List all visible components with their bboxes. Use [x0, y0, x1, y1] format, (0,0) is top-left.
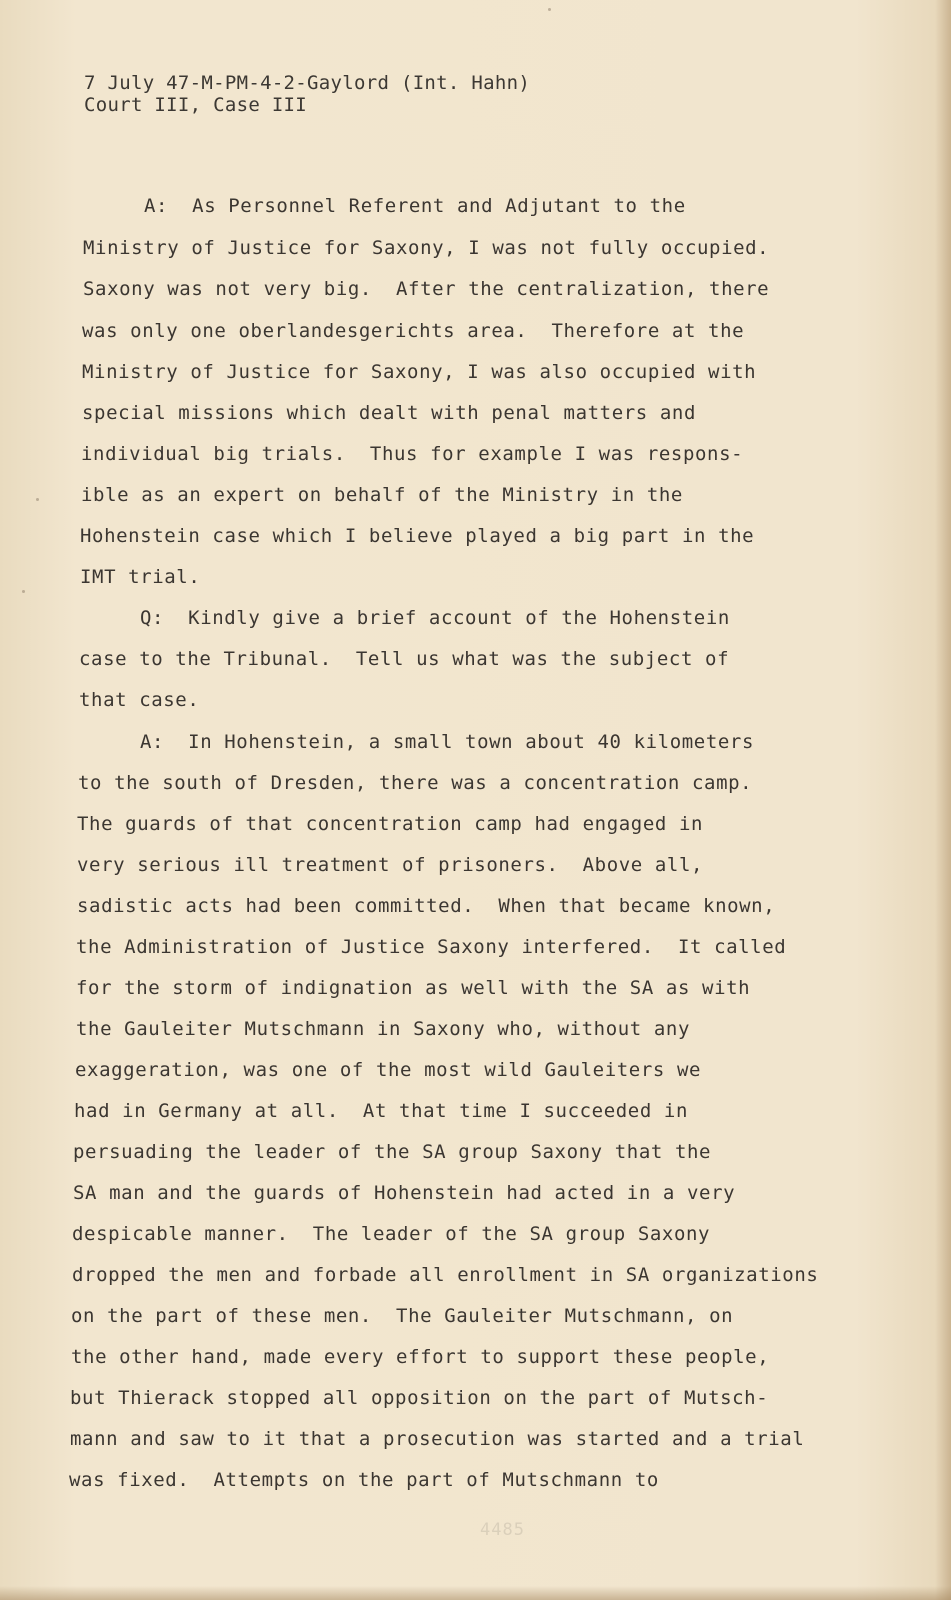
- transcript-line: despicable manner. The leader of the SA group Saxony: [72, 1223, 711, 1245]
- transcript-line: individual big trials. Thus for example I was respons-: [81, 443, 744, 465]
- transcript-line: ible as an expert on behalf of the Ministry in the: [81, 484, 683, 506]
- document-header: [84, 72, 530, 116]
- transcript-line: on the part of these men. The Gauleiter Mutschmann, on: [71, 1305, 734, 1327]
- transcript-line: the Gauleiter Mutschmann in Saxony who, without any: [76, 1018, 690, 1040]
- transcript-line: was only one oberlandesgerichts area. Therefore at the: [82, 320, 745, 342]
- transcript-line: A: As Personnel Referent and Adjutant to the: [144, 195, 686, 217]
- transcript-line: very serious ill treatment of prisoners. Above all,: [77, 854, 704, 876]
- paper-speck: [22, 590, 25, 593]
- transcript-line: IMT trial.: [80, 566, 201, 588]
- transcript-line: The guards of that concentration camp had engaged in: [77, 813, 704, 835]
- transcript-line: for the storm of indignation as well with the SA as with: [76, 977, 751, 999]
- header-session-line: 7 July 47-M-PM-4-2-Gaylord (Int. Hahn): [84, 72, 531, 94]
- transcript-line: exaggeration, was one of the most wild Gauleiters we: [75, 1059, 702, 1081]
- transcript-line: dropped the men and forbade all enrollment in SA organizations: [72, 1264, 819, 1286]
- transcript-line: Hohenstein case which I believe played a big part in the: [80, 525, 755, 547]
- transcript-line: was fixed. Attempts on the part of Mutschmann to: [69, 1469, 659, 1491]
- transcript-line: special missions which dealt with penal matters and: [82, 402, 696, 424]
- paper-speck: [548, 8, 551, 11]
- transcript-line: to the south of Dresden, there was a concentration camp.: [78, 772, 753, 794]
- transcript-line: had in Germany at all. At that time I succeeded in: [74, 1100, 688, 1122]
- transcript-line: A: In Hohenstein, a small town about 40 kilometers: [140, 731, 754, 753]
- page-bottom-shadow: [0, 1586, 951, 1600]
- page-edge-shadow: [935, 0, 951, 1600]
- transcript-line: Ministry of Justice for Saxony, I was not fully occupied.: [83, 237, 770, 259]
- transcript-line: mann and saw to it that a prosecution was started and a trial: [70, 1428, 805, 1450]
- paper-speck: [36, 498, 39, 501]
- faded-page-number: 4485: [480, 1520, 525, 1540]
- transcript-line: case to the Tribunal. Tell us what was the subject of: [79, 648, 730, 670]
- transcript-line: the Administration of Justice Saxony interfered. It called: [76, 936, 787, 958]
- transcript-line: persuading the leader of the SA group Saxony that the: [73, 1141, 712, 1163]
- transcript-line: Ministry of Justice for Saxony, I was also occupied with: [82, 361, 757, 383]
- transcript-line: Saxony was not very big. After the centralization, there: [83, 278, 770, 300]
- transcript-line: but Thierack stopped all opposition on the part of Mutsch-: [70, 1387, 769, 1409]
- transcript-line: sadistic acts had been committed. When that became known,: [77, 895, 776, 917]
- transcript-line: SA man and the guards of Hohenstein had acted in a very: [73, 1182, 736, 1204]
- transcript-line: that case.: [79, 689, 200, 711]
- transcript-line: Q: Kindly give a brief account of the Hohenstein: [140, 607, 730, 629]
- header-court-line: Court III, Case III: [84, 94, 308, 116]
- transcript-line: the other hand, made every effort to support these people,: [71, 1346, 770, 1368]
